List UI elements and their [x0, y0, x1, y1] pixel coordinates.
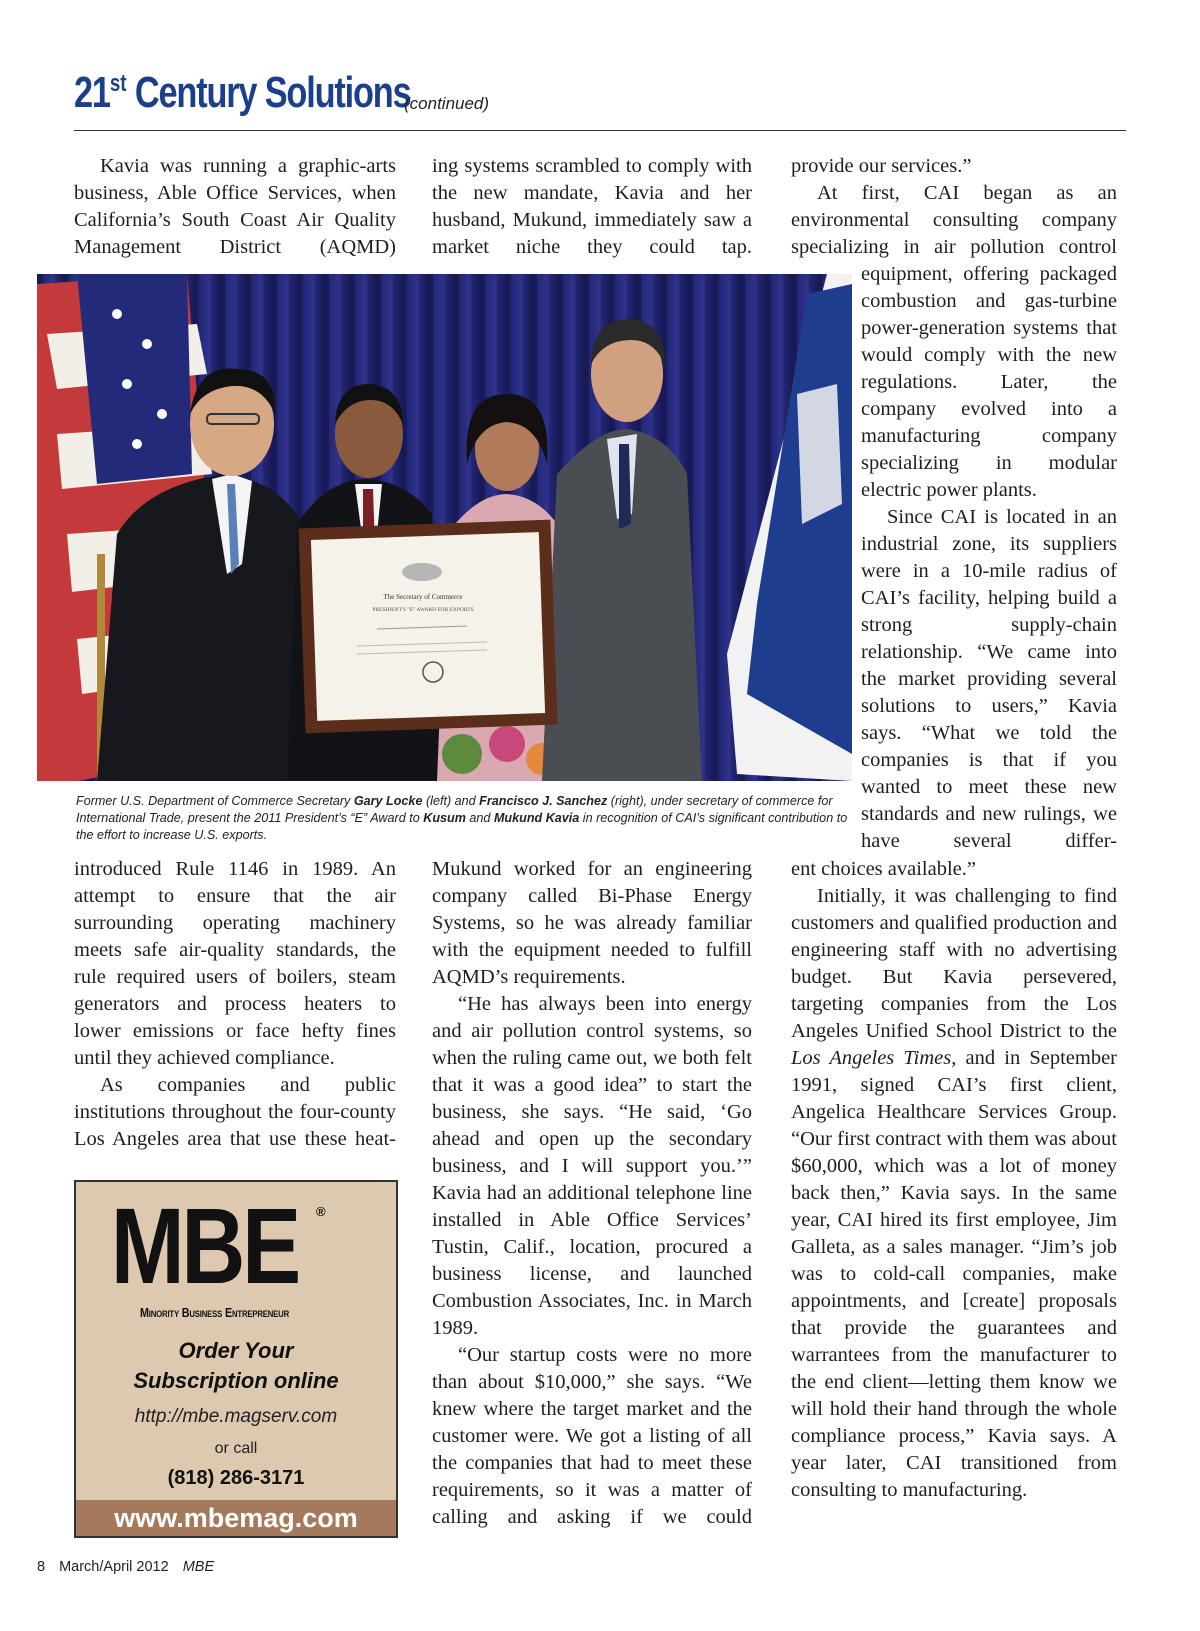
title-number: 21	[74, 68, 110, 117]
ad-order-text	[76, 1336, 396, 1396]
paragraph: introduced Rule 1146 in 1989. An attempt to ensure that the air surrounding operating machinery meets safe air-quality standards, the rule required users of boilers, steam generators and process heaters to lower emissions or face hefty fines until they achieved compliance.	[74, 858, 396, 1069]
col2-top	[432, 153, 752, 261]
paragraph: As companies and public institutions throughout the four-county Los Angeles area that use these heat-	[74, 1074, 396, 1150]
title-suffix: st	[109, 70, 127, 97]
paragraph	[791, 883, 1117, 1504]
paragraph: equipment, offering packaged combustion and gas-turbine power-generation systems that would comply with the new regulations. Later, the company evolved into a manufacturing company specializing in modular electric power plants.	[861, 263, 1117, 501]
or-call-label: or call	[214, 1440, 258, 1457]
certificate-award: PRESIDENT'S "E" AWARD FOR EXPORTS	[372, 607, 474, 613]
order-line-2: Subscription online	[133, 1368, 339, 1393]
website-link[interactable]: www.mbemag.com	[76, 1500, 396, 1536]
caption-name: Mukund Kavia	[493, 811, 580, 825]
photo-caption	[76, 793, 852, 844]
page-header	[74, 66, 1126, 131]
caption-name: Gary Locke	[353, 794, 423, 808]
order-line-1: Order Your	[178, 1338, 294, 1363]
newspaper-title: Los Angeles Times	[791, 1047, 952, 1069]
paragraph: Since CAI is located in an industrial zone, its suppliers were in a 10-mile radius of CAI’s facility, helping build a strong supply-chain relationship. “We came into the market providing several solutions to users,” Kavia says. “What we told the companies is that if you wanted to meet these new standards and new rulings, we have several differ-	[861, 506, 1117, 852]
caption-text: (right), under secretary of commerce for International Trade, present the 2011 President’s “E” Award to	[76, 794, 833, 825]
page-number: 8	[37, 1559, 46, 1575]
caption-name: Francisco J. Sanchez	[479, 794, 608, 808]
registered-mark: ®	[316, 1204, 326, 1219]
ad-subtitle: Minority Business Entrepreneur	[140, 1306, 289, 1320]
col1-top	[74, 153, 396, 261]
award-photo	[37, 274, 852, 781]
issue-date: March/April 2012	[59, 1559, 169, 1575]
caption-text: in recognition of CAI’s significant contribution to the effort to increase U.S. exports.	[76, 811, 848, 842]
continued-label: (continued)	[404, 94, 490, 113]
mbe-logo: MBE	[110, 1185, 298, 1306]
col3-bottom	[791, 856, 1117, 1504]
paragraph-text: Initially, it was challenging to find customers and qualified production and engineering staff with no advertising budget. But Kavia persevered, targeting companies from the Los Angeles Unified School District to the	[791, 885, 1117, 1042]
caption-text: and	[465, 811, 494, 825]
mbe-subscription-ad[interactable]	[74, 1180, 398, 1538]
subscription-link[interactable]: http://mbe.magserv.com	[134, 1406, 338, 1427]
paragraph: “Our startup costs were no more than about $10,000,” she says. “We knew where the target market and the customer were. We got a listing of all the companies that had to meet these requirements, so it was a matter of calling and asking if we could	[432, 1344, 752, 1528]
paragraph: ing systems scrambled to comply with the new mandate, Kavia and her husband, Mukund, immediately saw a market niche they could tap.	[432, 155, 752, 258]
page-footer	[37, 1559, 228, 1575]
col1-bottom	[74, 856, 396, 1153]
publication-name: MBE	[182, 1559, 215, 1575]
award-certificate	[299, 520, 558, 734]
paragraph: ent choices available.”	[791, 858, 976, 880]
caption-text: Former U.S. Department of Commerce Secretary	[76, 794, 354, 808]
certificate-title: The Secretary of Commerce	[383, 593, 463, 601]
caption-text: (left) and	[422, 794, 480, 808]
col2-bottom	[432, 856, 752, 1531]
title-text: Century Solutions	[134, 68, 411, 117]
phone-number[interactable]: (818) 286-3171	[167, 1467, 305, 1489]
paragraph: Mukund worked for an engineering company called Bi-Phase Energy Systems, so he was already familiar with the equipment needed to fulfill AQMD’s requirements.	[432, 858, 752, 988]
paragraph: provide our services.”	[791, 155, 972, 177]
paragraph: “He has always been into energy and air pollution control systems, so when the ruling came out, we both felt that it was a good idea” to start the business, she says. “He said, ‘Go ahead and open up the secondary business, and I will support you.’” Kavia had an additional telephone line installed in Able Office Services’ Tustin, Calif., location, procured a business license, and launched Combustion Associates, Inc. in March 1989.	[432, 993, 752, 1339]
paragraph: Kavia was running a graphic-arts business, Able Office Services, when California’s South Coast Air Quality Management District (AQMD)	[74, 155, 396, 258]
col3-side	[861, 261, 1117, 855]
col3-top	[791, 153, 1117, 261]
caption-name: Kusum	[423, 811, 466, 825]
paragraph: At first, CAI began as an environmental consulting company specializing in air pollution control	[791, 182, 1117, 258]
paragraph-text: , and in September 1991, signed CAI’s first client, Angelica Healthcare Services Group. “Our first contract with them was about $60,000, which was a lot of money back then,” Kavia says. In the same year, CAI hired its first employee, Jim Galleta, as a sales manager. “Jim’s job was to cold-call companies, make appointments, and [create] proposals that provide the guarantees and warrantees from the manufacturer to the end client—letting them know we will hold their hand through the whole compliance process,” Kavia says. A year later, CAI transitioned from consulting to manufacturing.	[791, 1047, 1117, 1501]
section-title	[74, 68, 411, 118]
